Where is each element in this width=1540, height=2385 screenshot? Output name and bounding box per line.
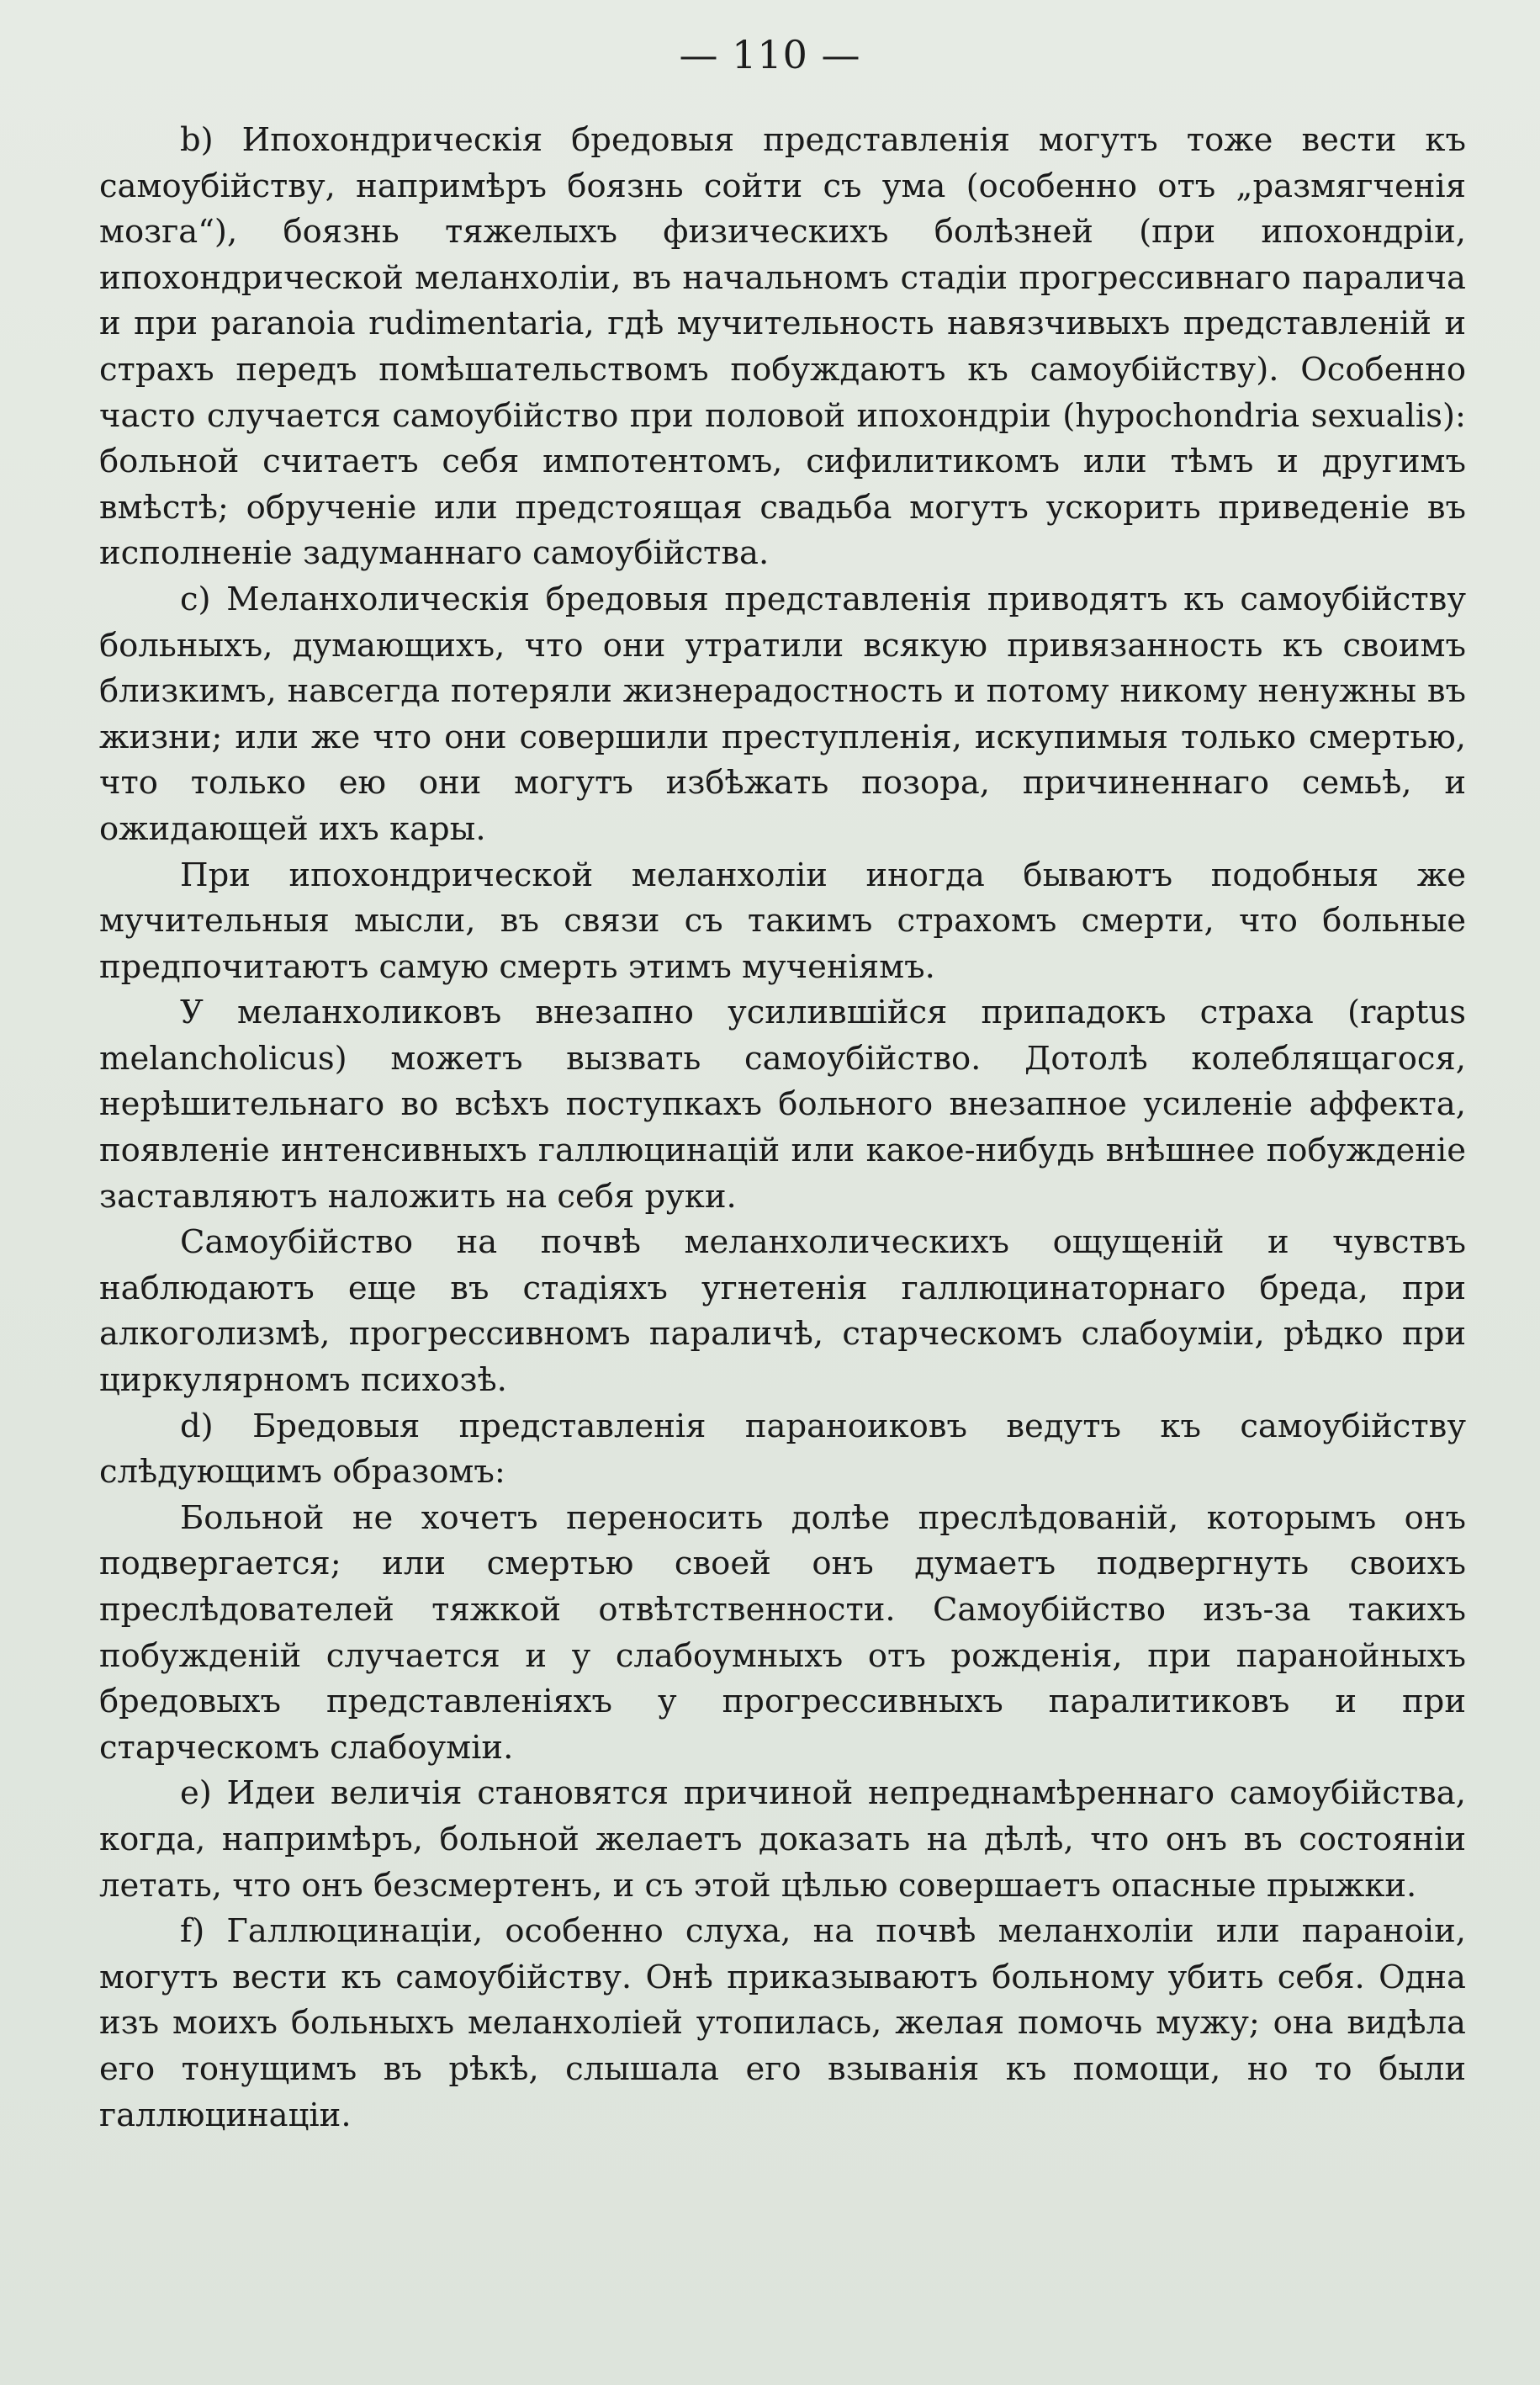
- page-number: — 110 —: [679, 32, 861, 77]
- paragraph-raptus-melancholicus: У меланхоликовъ внезапно усилившійся припадокъ страха (raptus melancholicus) можетъ вызвать самоубійство. Дотолѣ колеблящагося, нерѣшительнаго во всѣхъ поступкахъ больного внезапное усиленіе аффекта, появленіе интенсивныхъ галлюцинацій или какое-нибудь внѣшнее побужденіе заставляютъ наложить на себя руки.: [99, 994, 1466, 1216]
- paragraph-e: e) Идеи величія становятся причиной непреднамѣреннаго самоубійства, когда, напримѣръ, больной желаетъ доказать на дѣлѣ, что онъ въ состояніи летать, что онъ безсмертенъ, и съ этой цѣлью совершаетъ опасные прыжки.: [99, 1774, 1466, 1905]
- paragraph-f: f) Галлюцинаціи, особенно слуха, на почвѣ меланхоліи или параноіи, могутъ вести къ самоубійству. Онѣ приказываютъ больному убить себя. Одна изъ моихъ больныхъ меланхоліей утопилась, желая помочь мужу; она видѣла его тонущимъ въ рѣкѣ, слышала его взыванія къ помощи, но то были галлюцинаціи.: [99, 1912, 1466, 2134]
- paragraph-c: c) Меланхолическія бредовыя представленія приводятъ къ самоубійству больныхъ, думающихъ, что они утратили всякую привязанность къ своимъ близкимъ, навсегда потеряли жизнерадостность и потому никому ненужны въ жизни; или же что они совершили преступленія, искупимыя только смертью, что только ею они могутъ избѣжать позора, причиненнаго семьѣ, и ожидающей ихъ кары.: [99, 580, 1466, 848]
- body-text: [99, 118, 1466, 2139]
- paragraph-d: d) Бредовыя представленія параноиковъ ведутъ къ самоубійству слѣдующимъ образомъ:: [99, 1407, 1466, 1492]
- paragraph-hypochondric-melancholia: При ипохондрической меланхоліи иногда бываютъ подобныя же мучительныя мысли, въ связи съ такимъ страхомъ смерти, что больные предпочитаютъ самую смерть этимъ мученіямъ.: [99, 856, 1466, 986]
- paragraph-b: b) Ипохондрическія бредовыя представленія могутъ тоже вести къ самоубійству, напримѣръ боязнь сойти съ ума (особенно отъ „размягченія мозга“), боязнь тяжелыхъ физическихъ болѣзней (при ипохондріи, ипохондрической меланхоліи, въ начальномъ стадіи прогрессивнаго паралича и при paranoia rudimentaria, гдѣ мучительность навязчивыхъ представленій и страхъ передъ помѣшательствомъ побуждаютъ къ самоубійству). Особенно часто случается самоубійство при половой ипохондріи (hypochondria sexualis): больной считаетъ себя импотентомъ, сифилитикомъ или тѣмъ и другимъ вмѣстѣ; обрученіе или предстоящая свадьба могутъ ускорить приведеніе въ исполненіе задуманнаго самоубійства.: [99, 121, 1466, 573]
- paragraph-paranoia-persecution: Больной не хочетъ переносить долѣе преслѣдованій, которымъ онъ подвергается; или смертью своей онъ думаетъ подвергнуть своихъ преслѣдователей тяжкой отвѣтственности. Самоубійство изъ-за такихъ побужденій случается и у слабоумныхъ отъ рожденія, при паранойныхъ бредовыхъ представленіяхъ у прогрессивныхъ паралитиковъ и при старческомъ слабоуміи.: [99, 1498, 1466, 1767]
- paragraph-melancholic-sensations: Самоубійство на почвѣ меланхолическихъ ощущеній и чувствъ наблюдаютъ еще въ стадіяхъ угнетенія галлюцинаторнаго бреда, при алкоголизмѣ, прогрессивномъ параличѣ, старческомъ слабоуміи, рѣдко при циркулярномъ психозѣ.: [99, 1223, 1466, 1400]
